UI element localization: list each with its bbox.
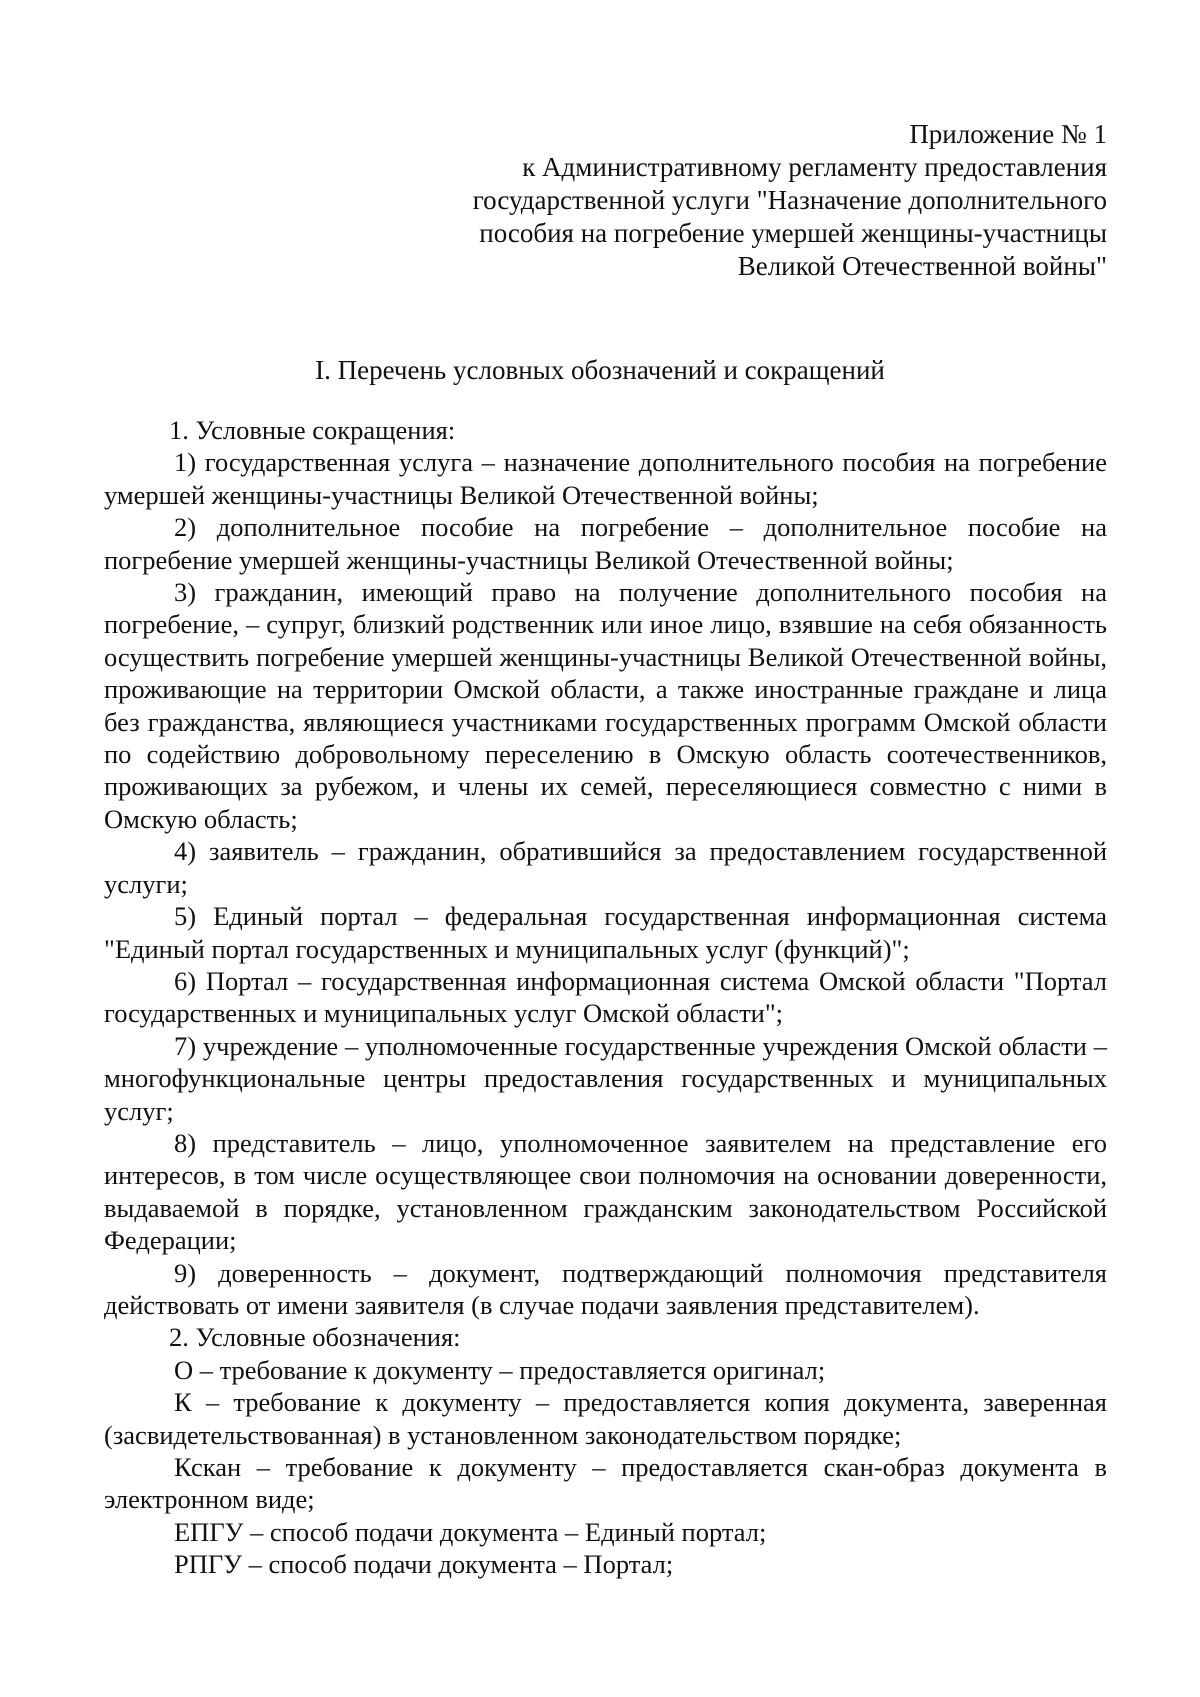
- abbreviation-item-4: [104, 835, 1107, 900]
- item-text: учреждение – уполномоченные государственные учреждения Омской области – многофункциональные центры предоставления государственных и муниципальных услуг;: [104, 1030, 1108, 1126]
- item-text: государственная услуга – назначение дополнительного пособия на погребение умершей женщины-участницы Великой Отечественной войны;: [104, 447, 1107, 510]
- item-text: доверенность – документ, подтверждающий полномочия представителя действовать от имени заявителя (в случае подачи заявления представителем).: [104, 1257, 1107, 1320]
- appendix-line: пособия на погребение умершей женщины-участницы: [479, 218, 1107, 248]
- item-number: 5): [174, 901, 197, 932]
- symbols-heading: 2. Условные обозначения:: [169, 1322, 461, 1353]
- item-number: 9): [174, 1257, 197, 1288]
- document-body: [104, 414, 1107, 1581]
- abbreviation-item-8: [104, 1127, 1107, 1257]
- abbreviation-item-2: [104, 511, 1107, 576]
- item-number: 2): [174, 512, 197, 543]
- item-text: дополнительное пособие на погребение – дополнительное пособие на погребение умершей женщины-участницы Великой Отечественной войны;: [104, 512, 1107, 575]
- item-number: 8): [174, 1127, 197, 1158]
- item-number: 6): [174, 965, 197, 996]
- item-text: заявитель – гражданин, обратившийся за предоставлением государственной услуги;: [104, 836, 1107, 899]
- item-number: 3): [174, 577, 197, 608]
- abbreviations-heading: 1. Условные сокращения:: [169, 415, 456, 445]
- item-number: 4): [174, 836, 197, 867]
- abbreviation-item-1: [104, 446, 1107, 511]
- symbol-item-original: О – требование к документу – предоставляется оригинал;: [174, 1354, 826, 1385]
- item-text: представитель – лицо, уполномоченное заявителем на представление его интересов, в том числе осуществляющее свои полномочия на основании доверенности, выдаваемой в порядке, установленном гражданским законодательством Российской Федерации;: [104, 1127, 1108, 1256]
- abbreviation-item-9: [104, 1257, 1107, 1322]
- appendix-line: Великой Отечественной войны": [737, 251, 1107, 281]
- appendix-header: [407, 118, 1107, 283]
- item-text: Единый портал – федеральная государственная информационная система "Единый портал государственных и муниципальных услуг (функций)";: [104, 901, 1107, 964]
- item-number: 1): [174, 447, 197, 478]
- appendix-line: Приложение № 1: [909, 119, 1107, 149]
- item-text: гражданин, имеющий право на получение дополнительного пособия на погребение, – супруг, близкий родственник или иное лицо, взявшие на себя обязанность осуществить погребение умершей женщины-участницы Великой Отечественной войны, проживающие на территории Омской области, а также иностранные граждане и лица без гражданства, являющиеся участниками государственных программ Омской области по содействию добровольному переселению в Омскую область соотечественников, проживающих за рубежом, и члены их семей, переселяющиеся совместно с ними в Омскую область;: [104, 577, 1107, 834]
- symbol-item-copy: К – требование к документу – предоставляется копия документа, заверенная (засвидетельствованная) в установленном законодательством порядке;: [104, 1387, 1107, 1450]
- section-title: I. Перечень условных обозначений и сокращений: [315, 355, 885, 385]
- appendix-line: к Административному регламенту предоставления: [522, 152, 1107, 182]
- item-text: Портал – государственная информационная система Омской области "Портал государственных и муниципальных услуг Омской области";: [104, 965, 1107, 1029]
- symbol-item-rpgu: РПГУ – способ подачи документа – Портал;: [174, 1549, 674, 1580]
- item-number: 7): [174, 1030, 197, 1061]
- symbol-item-scan: Кскан – требование к документу – предоставляется скан-образ документа в электронном виде;: [104, 1452, 1107, 1515]
- abbreviation-item-6: [104, 965, 1107, 1030]
- appendix-line: государственной услуги "Назначение дополнительного: [472, 185, 1107, 215]
- abbreviation-item-3: [104, 576, 1107, 835]
- abbreviation-item-5: [104, 900, 1107, 965]
- abbreviation-item-7: [104, 1030, 1107, 1127]
- symbol-item-epgu: ЕПГУ – способ подачи документа – Единый портал;: [174, 1516, 767, 1547]
